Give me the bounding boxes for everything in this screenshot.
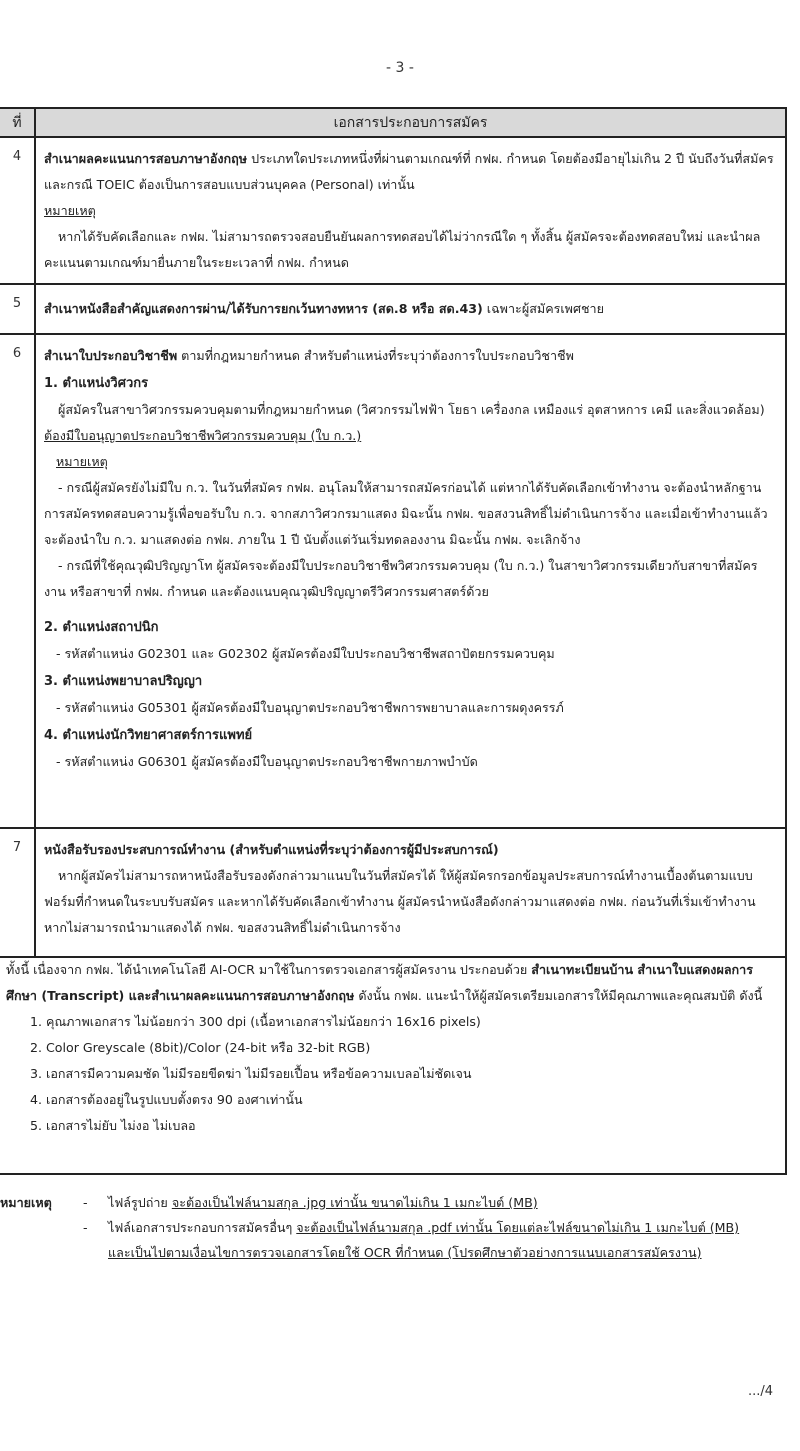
row-title: หนังสือรับรองประสบการณ์ทำงาน (สำหรับตำแหน่งที่ระบุว่าต้องการผู้มีประสบการณ์) [44, 842, 499, 857]
row-number: 5 [0, 284, 35, 334]
section-heading-architect: 2. ตำแหน่งสถาปนิก [44, 620, 159, 635]
ocr-requirements-list [0, 1009, 785, 1139]
documents-table [0, 107, 787, 958]
section-heading-medical-scientist: 4. ตำแหน่งนักวิทยาศาสตร์การแพทย์ [44, 728, 253, 743]
row-main-text [44, 343, 777, 369]
section-text-engineer [44, 397, 777, 449]
row-text: หากผู้สมัครไม่สามารถหาหนังสือรับรองดังกล่าวมาแนบในวันที่สมัครได้ ให้ผู้สมัครกรอกข้อมูลประสบการณ์ทำงานเบื้องต้นตามแบบฟอร์มที่กำหนดในระบบรับสมัคร และหากได้รับคัดเลือกเข้าทำงาน ผู้สมัครนำหนังสือดังกล่าวมาแสดงต่อ กฟผ. ก่อนวันที่เริ่มเข้าทำงาน หากไม่สามารถนำมาแสดงได้ กฟผ. ขอสงวนสิทธิ์ไม่ดำเนินการจ้าง [44, 868, 756, 935]
note-label: หมายเหตุ [56, 454, 108, 469]
section-text-architect: - รหัสตำแหน่ง G02301 และ G02302 ผู้สมัครต้องมีใบประกอบวิชาชีพสถาปัตยกรรมควบคุม [56, 646, 555, 661]
row-text: ประเภทใดประเภทหนึ่งที่ผ่านตามเกณฑ์ที่ กฟผ. กำหนด โดยต้องมีอายุไม่เกิน 2 ปี นับถึงวันที่สมัคร และกรณี TOEIC ต้องเป็นการสอบแบบส่วนบุคคล (Personal) เท่านั้น [44, 151, 774, 192]
ocr-intro-after: ดังนั้น กฟผ. แนะนำให้ผู้สมัครเตรียมเอกสารให้มีคุณภาพและคุณสมบัติ ดังนี้ [354, 988, 763, 1003]
row-number: 4 [0, 137, 35, 284]
table-row [0, 334, 786, 828]
note-label: หมายเหตุ [44, 203, 96, 218]
note-text: หากได้รับคัดเลือกและ กฟผ. ไม่สามารถตรวจสอบยืนยันผลการทดสอบได้ไม่ว่ากรณีใด ๆ ทั้งสิ้น ผู้สมัครจะต้องทดสอบใหม่ และนำผลคะแนนตามเกณฑ์มายื่นภายในระยะเวลาที่ กฟผ. กำหนด [44, 229, 761, 270]
note-plain: ไฟล์เอกสารประกอบการสมัครอื่นๆ [108, 1220, 297, 1235]
row-number: 6 [0, 334, 35, 828]
list-item: 1. คุณภาพเอกสาร ไม่น้อยกว่า 300 dpi (เนื้อหาเอกสารไม่น้อยกว่า 16x16 pixels) [30, 1014, 481, 1029]
notes-label: หมายเหตุ [0, 1195, 52, 1210]
note-ocr-condition: และเป็นไปตามเงื่อนไขการตรวจเอกสารโดยใช้ OCR ที่กำหนด (โปรดศึกษาตัวอย่างการแนบเอกสารสมัครงาน) [108, 1245, 702, 1260]
page-number: - 3 - [386, 60, 414, 76]
section-text-medical-scientist: - รหัสตำแหน่ง G06301 ผู้สมัครต้องมีใบอนุญาตประกอบวิชาชีพกายภาพบำบัด [56, 754, 478, 769]
section-heading-engineer: 1. ตำแหน่งวิศวกร [44, 376, 149, 391]
row-main-text [44, 146, 777, 198]
list-item: 4. เอกสารต้องอยู่ในรูปแบบตั้งตรง 90 องศาเท่านั้น [30, 1092, 303, 1107]
row-title: สำเนาใบประกอบวิชาชีพ [44, 348, 178, 363]
section-text-nurse: - รหัสตำแหน่ง G05301 ผู้สมัครต้องมีใบอนุญาตประกอบวิชาชีพการพยาบาลและการผดุงครรภ์ [56, 700, 564, 715]
row-content [35, 828, 786, 957]
row-content [35, 137, 786, 284]
note-dash: - [83, 1220, 88, 1235]
note-document-file [108, 1215, 739, 1240]
list-item: 2. Color Greyscale (8bit)/Color (24-bit หรือ 32-bit RGB) [30, 1040, 371, 1055]
table-row [0, 137, 786, 284]
note-text-1: - กรณีผู้สมัครยังไม่มีใบ ก.ว. ในวันที่สมัคร กฟผ. อนุโลมให้สามารถสมัครก่อนได้ แต่หากได้รับคัดเลือกเข้าทำงาน จะต้องนำหลักฐานการสมัครทดสอบความรู้เพื่อขอรับใบ ก.ว. จากสภาวิศวกรมาแสดง มิฉะนั้น กฟผ. ขอสงวนสิทธิ์ไม่ดำเนินการจ้าง และเมื่อเข้าทำงานแล้วจะต้องนำใบ ก.ว. มาแสดงต่อ กฟผ. ภายใน 1 ปี นับตั้งแต่วันเริ่มทดลองงาน มิฉะนั้น กฟผ. จะเลิกจ้าง [44, 480, 768, 547]
row-title: สำเนาผลคะแนนการสอบภาษาอังกฤษ [44, 151, 248, 166]
row-number: 7 [0, 828, 35, 957]
note-text-2: - กรณีที่ใช้คุณวุฒิปริญญาโท ผู้สมัครจะต้องมีใบประกอบวิชาชีพวิศวกรรมควบคุม (ใบ ก.ว.) ในสาขาวิศวกรรมเดียวกับสาขาที่สมัครงาน หรือสาขาที่ กฟผ. กำหนด และต้องแนบคุณวุฒิปริญญาตรีวิศวกรรมศาสตร์ด้วย [44, 558, 758, 599]
next-page-indicator: .../4 [748, 1384, 774, 1399]
note-plain: ไฟล์รูปถ่าย [108, 1195, 172, 1210]
section-heading-nurse: 3. ตำแหน่งพยาบาลปริญญา [44, 674, 203, 689]
section-text-underlined: ต้องมีใบอนุญาตประกอบวิชาชีพวิศวกรรมควบคุม (ใบ ก.ว.) [44, 428, 362, 443]
row-content [35, 284, 786, 334]
section-text: ผู้สมัครในสาขาวิศวกรรมควบคุมตามที่กฎหมายกำหนด (วิศวกรรมไฟฟ้า โยธา เครื่องกล เหมืองแร่ อุตสาหการ เคมี และสิ่งแวดล้อม) [58, 402, 765, 417]
header-no: ที่ [0, 108, 35, 137]
table-row [0, 828, 786, 957]
row-content [35, 334, 786, 828]
note-photo-file [108, 1190, 538, 1215]
ocr-intro [0, 957, 785, 1009]
note-underlined: จะต้องเป็นไฟล์นามสกุล .jpg เท่านั้น ขนาดไม่เกิน 1 เมกะไบต์ (MB) [171, 1195, 538, 1210]
note-dash: - [83, 1195, 88, 1210]
list-item: 3. เอกสารมีความคมชัด ไม่มีรอยขีดฆ่า ไม่มีรอยเปื้อน หรือข้อความเบลอไม่ชัดเจน [30, 1066, 472, 1081]
table-header-row [0, 108, 786, 137]
ocr-intro-bold: สำเนาทะเบียนบ้าน สำเนาใบแสดงผลการศึกษา (Transcript) และสำเนาผลคะแนนการสอบภาษาอังกฤษ [6, 962, 754, 1003]
list-item: 5. เอกสารไม่ยับ ไม่งอ ไม่เบลอ [30, 1118, 196, 1133]
header-documents: เอกสารประกอบการสมัคร [35, 108, 786, 137]
ocr-requirements-box [0, 957, 787, 1175]
table-row [0, 284, 786, 334]
row-text: เฉพาะผู้สมัครเพศชาย [482, 301, 604, 316]
row-text: ตามที่กฎหมายกำหนด สำหรับตำแหน่งที่ระบุว่าต้องการใบประกอบวิชาชีพ [177, 348, 574, 363]
row-title: สำเนาหนังสือสำคัญแสดงการผ่าน/ได้รับการยกเว้นทางทหาร (สด.8 หรือ สด.43) [44, 301, 483, 316]
ocr-intro-text: ทั้งนี้ เนื่องจาก กฟผ. ได้นำเทคโนโลยี AI-OCR มาใช้ในการตรวจเอกสารผู้สมัครงาน ประกอบด้วย [6, 962, 532, 977]
note-underlined: จะต้องเป็นไฟล์นามสกุล .pdf เท่านั้น โดยแต่ละไฟล์ขนาดไม่เกิน 1 เมกะไบต์ (MB) [296, 1220, 740, 1235]
